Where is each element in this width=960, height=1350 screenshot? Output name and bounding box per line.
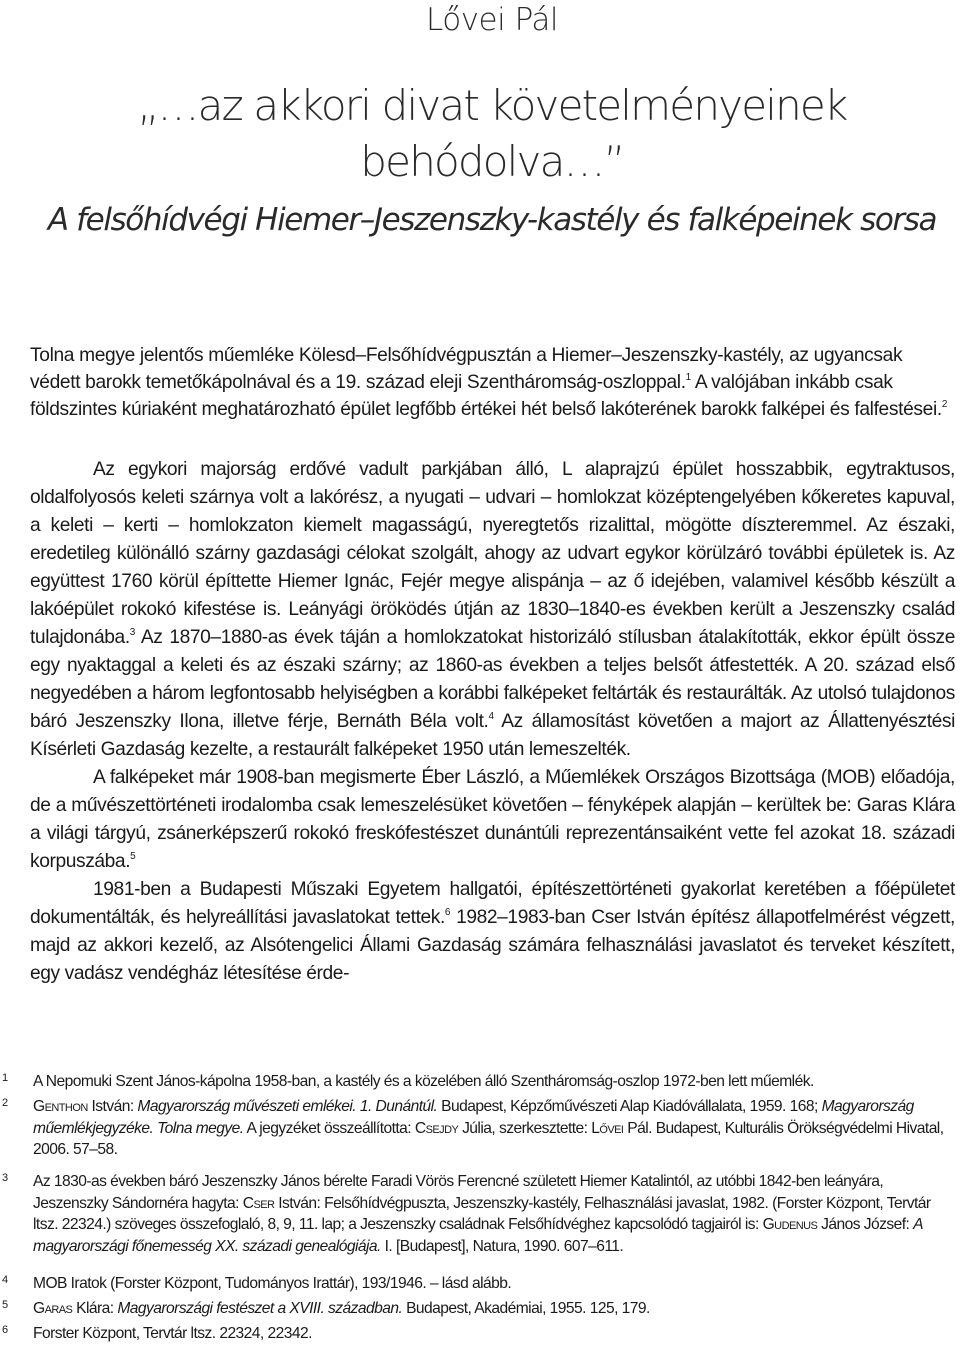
footnote-number: 3 <box>2 1172 8 1184</box>
paragraph-3 <box>30 876 955 988</box>
footnote-number: 1 <box>2 1072 8 1084</box>
paragraph-1 <box>30 456 955 764</box>
footnote-text: Forster Központ, Tervtár ltsz. 22324, 22342. <box>33 1325 312 1342</box>
paragraph-text: A falképeket már 1908-ban megismerte Éber László, a Műemlékek Országos Bizottsága (MOB) előadója, de a művészettörténeti irodalomba csak lemeszelésüket követően – fényképek alapján – kerültek be: Garas Klára a világi tárgyú, zsánerképszerű rokokó freskófestészet dunántúli reprezentánsaiként vette fel azokat 18. századi korpuszába. <box>30 767 955 872</box>
paragraph-2 <box>30 764 955 876</box>
footnote-4 <box>0 1273 960 1295</box>
body-text <box>30 456 955 988</box>
footnote-2 <box>0 1096 960 1161</box>
title-line-2: behódolva…” <box>360 137 624 186</box>
author-name: Lővei Pál <box>426 2 558 38</box>
paragraph-text: Az egykori majorság erdővé vadult parkjában álló, L alaprajzú épület hosszabbik, egytraktusos, oldalfolyosós keleti szárnya volt a lakórész, a nyugati – udvari – homlokzat középtengelyében kőkeretes kapuval, a keleti – kerti – homlokzaton kiemelt magasságú, nyeregtetős rizalittal, mögötte díszteremmel. Az északi, eredetileg különálló szárny gazdasági célokat szolgált, ahogy az udvart egykor körülzáró további épületek is. Az együttest 1760 körül építtette Hiemer Ignác, Fejér megye alispánja – az ő idejében, valamivel később készült a lakóépület rokokó kifestése is. Leányági öröködés útján az 1830–1840-es években került a Jeszenszky család tulajdonába. <box>30 459 955 648</box>
footnote-ref-1[interactable]: 1 <box>685 372 691 383</box>
footnote-ref-3[interactable]: 3 <box>129 627 135 638</box>
paragraph-text: 1982–1983-ban Cser István építész állapotfelmérést végzett, majd az akkori kezelő, az Alsótengelici Állami Gazdaság számára felhasználási javaslatot és terveket készített, egy vadász vendégház létesítése érde- <box>30 907 955 984</box>
title-line-1: „…az akkori divat követelményeinek <box>137 81 847 130</box>
footnote-text: Garas Klára: Magyarországi festészet a XVIII. században. Budapest, Akadémiai, 1955. 125, 179. <box>33 1300 650 1317</box>
paragraph-text: Az államosítást követően a majort az Állattenyésztési Kísérleti Gazdaság kezelte, a restaurált falképeket 1950 után lemeszelték. <box>30 711 955 760</box>
footnote-ref-5[interactable]: 5 <box>130 851 136 862</box>
footnote-ref-2[interactable]: 2 <box>941 399 948 410</box>
footnote-text: MOB Iratok (Forster Központ, Tudományos Irattár), 193/1946. – lásd alább. <box>33 1275 512 1292</box>
paragraph-text: Az 1870–1880-as évek táján a homlokzatokat historizáló stílusban átalakították, ekkor épült össze egy nyaktaggal a keleti és az északi szárny; az 1860-as években a teljes belsőt átfestették. A 20. század első negyedében a három legfontosabb helyiségben a korábbi falképeket feltárták és restaurálták. Az utolsó tulajdonos báró Jeszenszky Ilona, illetve férje, Bernáth Béla volt. <box>30 627 955 732</box>
article-title <box>0 78 960 190</box>
footnote-5 <box>0 1298 960 1320</box>
intro-paragraph <box>30 342 955 423</box>
footnote-number: 2 <box>2 1097 8 1109</box>
footnote-number: 5 <box>2 1299 8 1311</box>
footnote-text: Genthon István: Magyarország művészeti emlékei. 1. Dunántúl. Budapest, Képzőművészeti Alap Kiadóvállalata, 1959. 168; Magyarország műemlékjegyzéke. Tolna megye. A jegyzéket összeállította: Csejdy Júlia, szerkesztette: Lővei Pál. Budapest, Kulturális Örökségvédelmi Hivatal, 2006. 57–58. <box>33 1098 944 1158</box>
intro-text: Tolna megye jelentős műemléke Kölesd–Felsőhídvégpusztán a Hiemer–Jeszenszky-kastély, az ugyancsak védett barokk temetőkápolnával és a 19. század eleji Szentháromság-oszloppal. <box>30 345 903 393</box>
footnote-1 <box>0 1071 960 1093</box>
footnote-number: 4 <box>2 1274 8 1286</box>
footnote-3 <box>0 1171 960 1257</box>
footnote-ref-4[interactable]: 4 <box>488 711 494 722</box>
footnote-number: 6 <box>2 1324 8 1336</box>
article-subtitle: A felsőhídvégi Hiemer–Jeszenszky-kastély és falképeinek sorsa <box>47 202 937 238</box>
footnote-6 <box>0 1323 960 1345</box>
footnote-text: Az 1830-as években báró Jeszenszky János bérelte Faradi Vörös Ferencné született Hiemer Katalintól, az utóbbi 1842-ben leányára, Jeszenszky Sándornéra hagyta: Cser István: Felsőhídvégpuszta, Jeszenszky-kastély, Felhasználási javaslat, 1982. (Forster Központ, Tervtár ltsz. 22324.) szöveges összefoglaló, 8, 9, 11. lap; a Jeszenszky családnak Felsőhídvéghez kapcsolódó tagjairól is: Gudenus János József: A magyarországi főnemesség XX. századi genealógiája. I. [Budapest], Natura, 1990. 607–611. <box>33 1173 931 1255</box>
footnote-ref-6[interactable]: 6 <box>444 907 451 918</box>
paragraph-text: 1981-ben a Budapesti Műszaki Egyetem hallgatói, építészettörténeti gyakorlat keretében a főépületet dokumentálták, és helyreállítási javaslatokat tettek. <box>30 879 955 928</box>
intro-text-2: A valójában inkább csak földszintes kúriaként meghatározható épület legfőbb értékei hét belső lakóterének barokk falképei és falfestései. <box>30 372 942 420</box>
footnote-text: A Nepomuki Szent János-kápolna 1958-ban, a kastély és a közelében álló Szentháromság-oszlop 1972-ben lett műemlék. <box>33 1073 814 1090</box>
